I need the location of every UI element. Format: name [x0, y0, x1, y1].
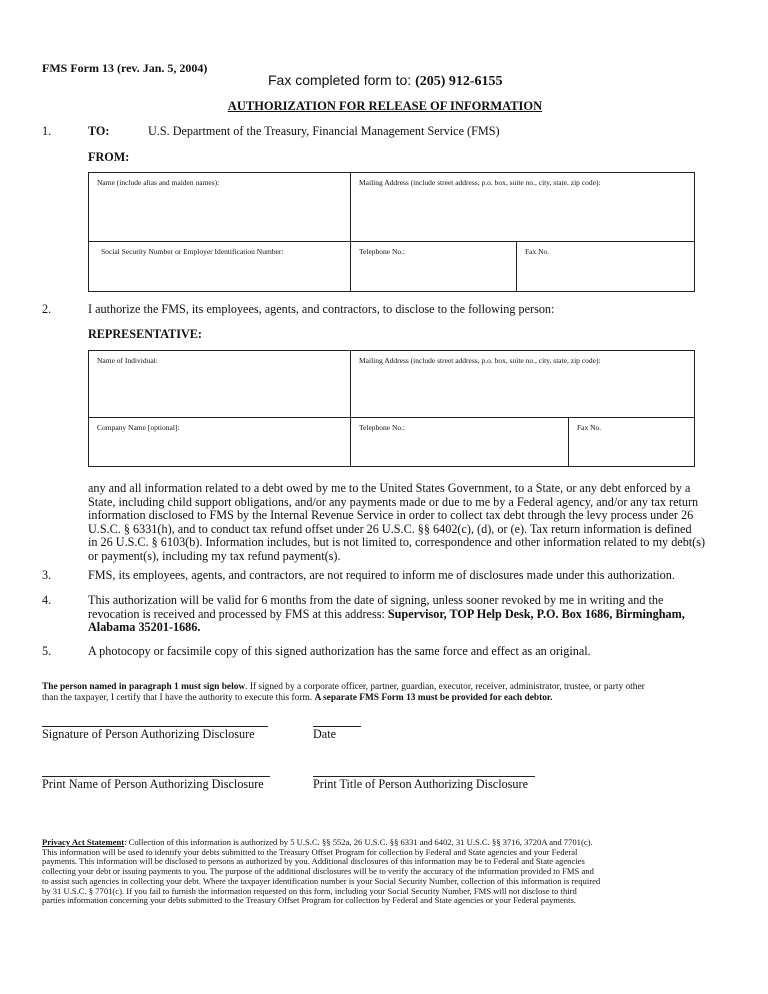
disclosure-line: State, including child support obligations, and/or any payments made or due to me by a Federal agency, and/or any tax return: [88, 494, 699, 509]
signing-note-lead: The person named in paragraph 1 must sign below: [42, 682, 246, 692]
to-label: TO:: [88, 124, 110, 138]
privacy-line: parties information concerning your debts submitted to the Treasury Offset Program for collection by Federal and State agencies or your Federal payments.: [42, 895, 576, 906]
rep-telephone-field[interactable]: [351, 418, 569, 466]
disclosure-line: information disclosed to FMS by the Internal Revenue Service in order to collect tax debt through the levy process under 26: [88, 508, 694, 523]
from-name-field[interactable]: [89, 173, 351, 242]
section3-number: 3.: [42, 568, 52, 582]
signing-note-line2: than the taxpayer, I certify that I have the authority to execute this form.: [42, 693, 313, 703]
rep-name-label: Name of Individual:: [97, 356, 158, 365]
from-fax-field[interactable]: [517, 242, 694, 291]
rep-address-label: Mailing Address (include street address, p.o. box, suite no., city, state, zip code):: [359, 356, 601, 365]
help-desk-address-city: Alabama 35201-1686.: [88, 620, 201, 635]
section5-text: A photocopy or facsimile copy of this signed authorization has the same force and effect as an original.: [88, 644, 591, 658]
section4-number: 4.: [42, 593, 52, 607]
page-title: AUTHORIZATION FOR RELEASE OF INFORMATION: [227, 99, 543, 113]
date-label: Date: [313, 727, 337, 741]
section4-line2: [88, 608, 733, 622]
print-title-label: Print Title of Person Authorizing Disclosure: [313, 777, 528, 791]
rep-address-field[interactable]: [351, 351, 694, 418]
from-ssn-field[interactable]: [89, 242, 351, 291]
section4-text: [88, 594, 733, 635]
section4-line1: This authorization will be valid for 6 months from the date of signing, unless sooner revoked by me in writing and the: [88, 593, 664, 607]
disclosure-line: in 26 U.S.C. § 6103(b). Information includes, but is not limited to, correspondence and other information related to my debt(s): [88, 535, 706, 550]
help-desk-address: Supervisor, TOP Help Desk, P.O. Box 1686, Birmingham,: [387, 606, 685, 621]
section3-text: FMS, its employees, agents, and contractors, are not required to inform me of disclosures made under this authorization.: [88, 568, 675, 582]
from-name-label: Name (include alias and maiden names):: [97, 178, 220, 187]
from-telephone-field[interactable]: [351, 242, 517, 291]
from-fax-label: Fax No.: [525, 247, 550, 256]
from-address-field[interactable]: [351, 173, 694, 242]
privacy-line: This information will be used to identify your debts submitted to the Treasury Offset Program for collection by Federal and State agencies and your Federal: [42, 846, 578, 857]
privacy-line: to assist such agencies in collecting your debt. Where the taxpayer identification number is your Social Security Number, collection of this information is required: [42, 875, 601, 886]
signing-note-line1: . If signed by a corporate officer, partner, guardian, executor, receiver, administrator, trustee, or party other: [245, 682, 645, 692]
separate-form-note: A separate FMS Form 13 must be provided for each debtor.: [314, 693, 553, 703]
form-id: FMS Form 13 (rev. Jan. 5, 2004): [42, 61, 208, 75]
section5-number: 5.: [42, 644, 52, 658]
disclosure-line: any and all information related to a debt owed by me to the United States Government, to a State, or any debt enforced by a: [88, 481, 691, 495]
signing-note: [42, 682, 732, 704]
disclosure-line: or payment(s), including my tax refund payment(s).: [88, 548, 341, 563]
privacy-lead: Privacy Act Statement: [42, 837, 125, 847]
representative-box: [88, 350, 695, 467]
rep-company-field[interactable]: [89, 418, 351, 466]
print-name-label: Print Name of Person Authorizing Disclosure: [42, 777, 264, 791]
from-telephone-label: Telephone No.:: [359, 247, 406, 256]
section2-number: 2.: [42, 302, 52, 316]
from-address-label: Mailing Address (include street address, p.o. box, suite no., city, state, zip code):: [359, 178, 601, 187]
privacy-line: by 31 U.S.C. § 7701(c). If you fail to furnish the information requested on this form, including your Social Security Number, FMS will not disclose to third: [42, 885, 577, 896]
section2-text: I authorize the FMS, its employees, agents, and contractors, to disclose to the following person:: [88, 302, 555, 316]
from-label: FROM:: [88, 150, 130, 164]
fax-number: (205) 912-6155: [415, 74, 503, 89]
section4-line2-text: revocation is received and processed by FMS at this address:: [88, 606, 385, 621]
representative-label: REPRESENTATIVE:: [88, 327, 202, 341]
signature-label: Signature of Person Authorizing Disclosure: [42, 727, 255, 741]
disclosure-paragraph: [88, 482, 733, 564]
privacy-act-statement: [42, 838, 732, 906]
rep-telephone-label: Telephone No.:: [359, 423, 406, 432]
privacy-line: collecting your debt or issuing payments to you. The purpose of the additional disclosures will be to verify the accuracy of the information provided to FMS and: [42, 866, 594, 877]
privacy-line: : Collection of this information is authorized by 5 U.S.C. §§ 552a, 26 U.S.C. §§ 6331 and 6402, 31 U.S.C. §§ 3716, 3720A and 7701(c).: [124, 837, 593, 847]
rep-company-label: Company Name [optional]:: [97, 423, 180, 432]
rep-fax-field[interactable]: [569, 418, 694, 466]
privacy-line: payments. This information will be disclosed to persons as authorized by you. Additional disclosures of this information may be to Federal and State agencies: [42, 856, 585, 867]
disclosure-line: U.S.C. § 6331(h), and to conduct tax refund offset under 26 U.S.C. §§ 6402(c), (d), or (e). Tax return information is defined: [88, 521, 692, 536]
from-box: [88, 172, 695, 292]
from-ssn-label: Social Security Number or Employer Identification Number:: [101, 247, 284, 256]
fax-label: Fax completed form to:: [268, 72, 412, 88]
section1-number: 1.: [42, 124, 52, 138]
rep-fax-label: Fax No.: [577, 423, 602, 432]
fax-instruction: [268, 72, 503, 90]
rep-name-field[interactable]: [89, 351, 351, 418]
to-value: U.S. Department of the Treasury, Financial Management Service (FMS): [148, 124, 500, 138]
